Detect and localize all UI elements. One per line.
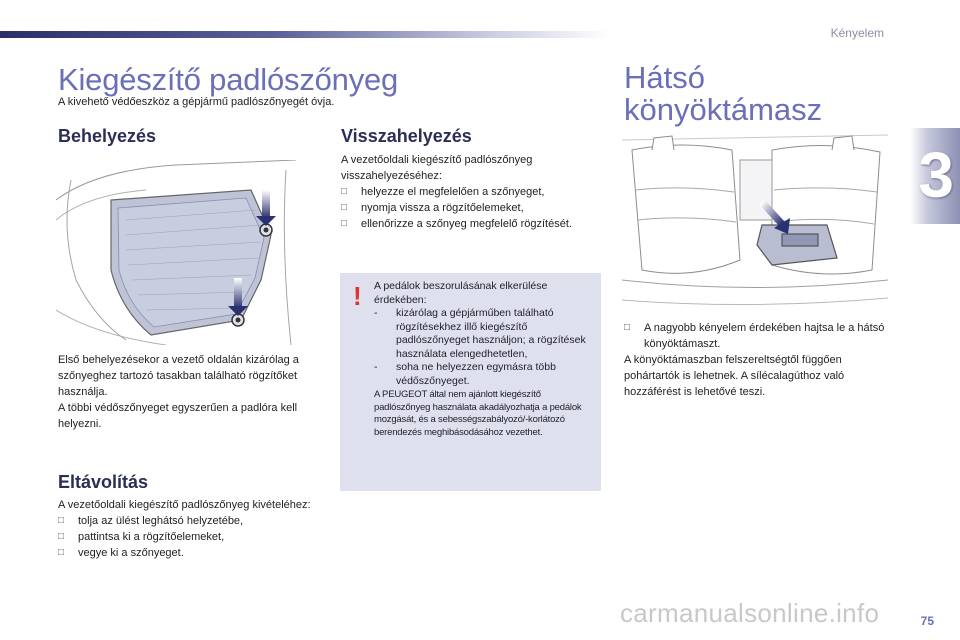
- header-gradient-bar: [0, 31, 610, 38]
- page-subtitle: A kivehető védőeszköz a gépjármű padlószőnyegét óvja.: [58, 96, 335, 108]
- list-item: □ pattintsa ki a rögzítőelemeket,: [58, 531, 225, 543]
- watermark: carmanualsonline.info: [620, 598, 880, 628]
- install-text: [58, 352, 320, 432]
- page-number: 75: [920, 614, 934, 628]
- warning-intro: A pedálok beszorulásának elkerülése érdekében:: [374, 280, 548, 306]
- armrest-paragraph: A könyöktámaszban felszereltségtől függően pohártartók is lehetnek. A sílécalagúthoz való hozzáférést is lehetővé teszi.: [624, 354, 845, 398]
- removal-heading: Eltávolítás: [58, 472, 149, 492]
- square-bullet-icon: □: [58, 547, 65, 558]
- list-item: □ nyomja vissza a rögzítőelemeket,: [341, 202, 524, 214]
- install-paragraph: Első behelyezésekor a vezető oldalán kizárólag a szőnyeghez tartozó tasakban található rögzítőket használja.: [58, 354, 299, 398]
- warning-box: [340, 273, 601, 491]
- armrest-text: [624, 320, 886, 400]
- square-bullet-icon: □: [341, 186, 348, 197]
- install-heading: Behelyezés: [58, 126, 157, 146]
- list-item: □ vegye ki a szőnyeget.: [58, 547, 184, 559]
- exclamation-icon: !: [353, 281, 362, 311]
- warning-note: A PEUGEOT által nem ajánlott kiegészítő padlószőnyeg használata akadályozhatja a pedálok mozgását, és a sebességszabályozó/-korlátozó berendezés meghibásodásához vezethet.: [374, 389, 582, 438]
- list-item: □ tolja az ülést leghátsó helyzetébe,: [58, 515, 244, 527]
- square-bullet-icon: □: [341, 218, 348, 229]
- floor-mat-illustration: [56, 160, 296, 345]
- armrest-title-line2: könyöktámasz: [624, 92, 823, 127]
- list-item: □ A nagyobb kényelem érdekében hajtsa le a hátsó könyöktámaszt.: [624, 322, 885, 350]
- removal-intro: A vezetőoldali kiegészítő padlószőnyeg kivételéhez:: [58, 499, 311, 511]
- page-title: Kiegészítő padlószőnyeg: [58, 62, 399, 97]
- reinstall-text: [341, 152, 603, 232]
- chapter-number: 3: [918, 139, 954, 211]
- rear-armrest-illustration: [622, 130, 888, 310]
- square-bullet-icon: □: [58, 515, 65, 526]
- reinstall-intro: A vezetőoldali kiegészítő padlószőnyeg visszahelyezéséhez:: [341, 154, 533, 182]
- warning-text: [374, 280, 596, 439]
- list-item: - soha ne helyezzen egymásra több védőszőnyeget.: [374, 361, 556, 387]
- reinstall-heading: Visszahelyezés: [341, 126, 472, 146]
- square-bullet-icon: □: [58, 531, 65, 542]
- removal-text: [58, 497, 318, 561]
- list-item: - kizárólag a gépjárműben található rögzítésekhez illő kiegészítő padlószőnyeget használjon; a rögzítések használata elengedhetetlen,: [374, 307, 586, 360]
- install-paragraph: A többi védőszőnyeget egyszerűen a padlóra kell helyezni.: [58, 402, 298, 430]
- square-bullet-icon: □: [341, 202, 348, 213]
- list-item: □ helyezze el megfelelően a szőnyeget,: [341, 186, 545, 198]
- square-bullet-icon: □: [624, 322, 631, 333]
- section-title: Kényelem: [830, 26, 884, 40]
- armrest-title: [624, 62, 844, 126]
- list-item: □ ellenőrizze a szőnyeg megfelelő rögzítését.: [341, 218, 572, 230]
- armrest-title-line1: Hátsó: [624, 60, 705, 95]
